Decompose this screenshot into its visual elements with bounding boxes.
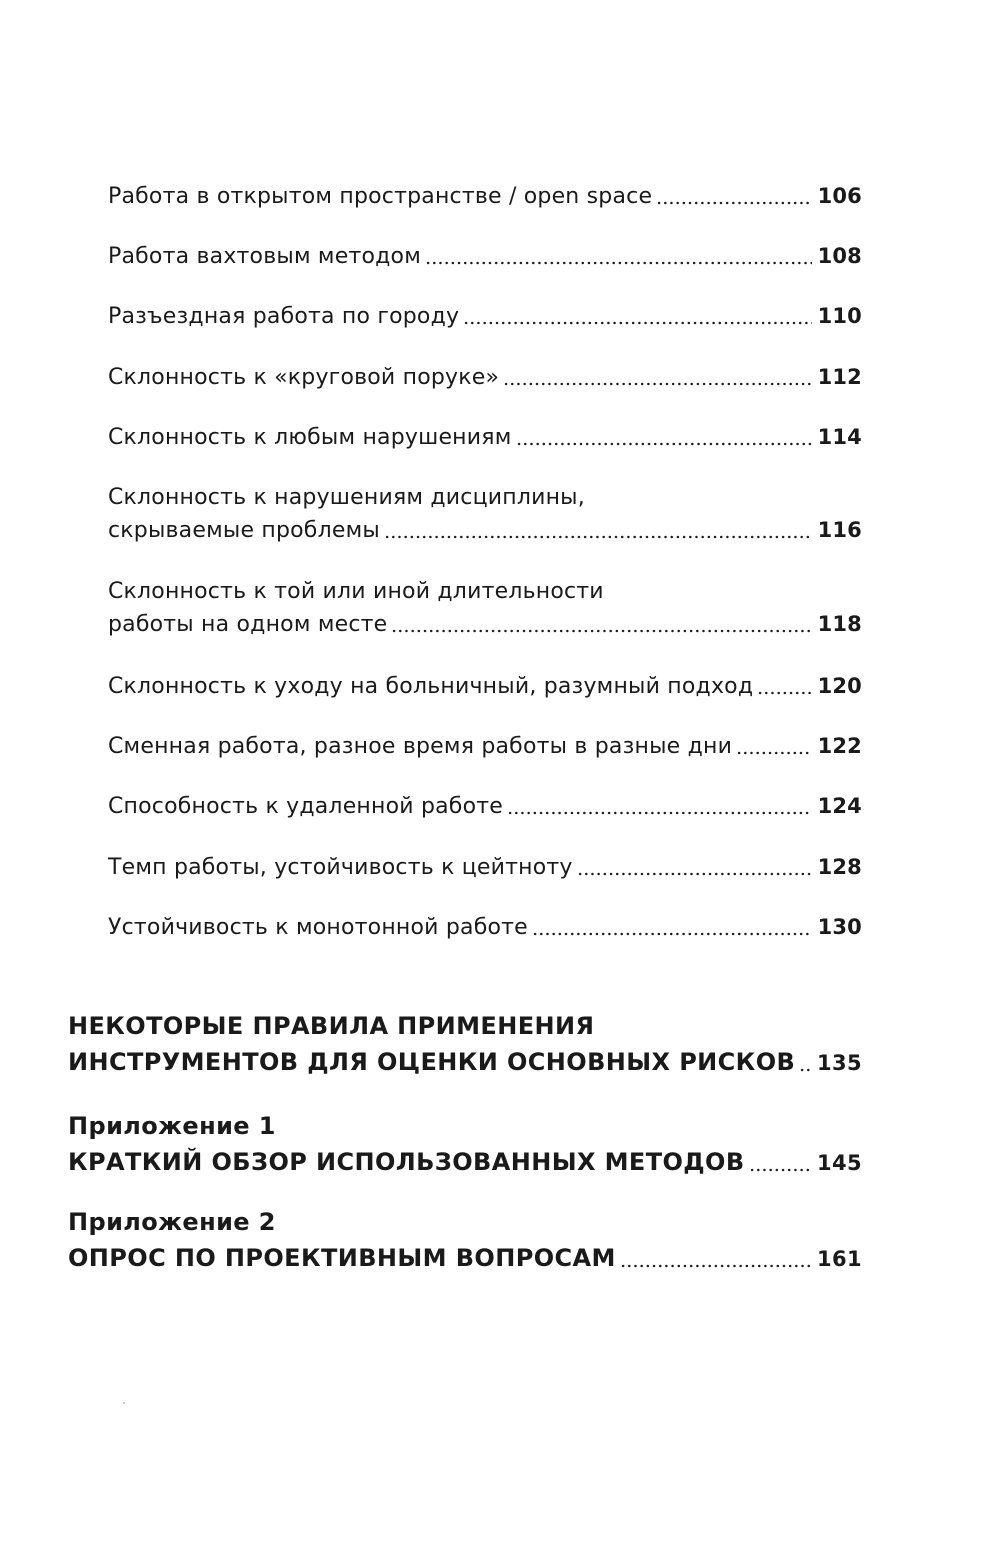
toc-entry-title: Склонность к нарушениям дисциплины,	[108, 485, 585, 510]
toc-main-title: ОПРОС ПО ПРОЕКТИВНЫМ ВОПРОСАМ	[68, 1244, 616, 1272]
toc-entry-title: Склонность к уходу на больничный, разумный подход	[108, 674, 754, 699]
toc-entry[interactable]	[108, 851, 862, 884]
toc-entry[interactable]	[108, 180, 862, 213]
toc-page-number: 120	[817, 674, 862, 698]
toc-entry-line	[108, 482, 862, 514]
toc-entry-line	[108, 608, 862, 641]
toc-entry[interactable]	[108, 911, 862, 944]
toc-entry-line	[68, 1204, 862, 1240]
toc-main-title: КРАТКИЙ ОБЗОР ИСПОЛЬЗОВАННЫХ МЕТОДОВ	[68, 1148, 745, 1176]
dot-leader	[736, 734, 811, 756]
toc-main-entry[interactable]	[68, 1108, 862, 1181]
toc-entry-line	[108, 240, 862, 273]
dot-leader	[757, 674, 811, 696]
toc-page-number: 130	[817, 915, 862, 939]
toc-entry[interactable]	[108, 482, 862, 547]
toc-entry-line	[108, 514, 862, 547]
toc-entry-line	[68, 1008, 862, 1044]
toc-entry-line	[108, 576, 862, 608]
toc-page-number: 116	[817, 518, 862, 542]
dot-leader	[463, 304, 811, 326]
toc-entry-line	[108, 300, 862, 333]
appendix-label: Приложение 1	[68, 1112, 276, 1140]
toc-page-number: 114	[817, 425, 862, 449]
toc-entry[interactable]	[108, 670, 862, 703]
scan-speck	[123, 1402, 125, 1404]
toc-entry-line	[68, 1108, 862, 1144]
dot-leader	[391, 612, 811, 634]
toc-page-number: 112	[817, 365, 862, 389]
toc-main-entry[interactable]	[68, 1008, 862, 1081]
toc-entry-line	[108, 730, 862, 763]
toc-entry-line	[68, 1144, 862, 1181]
toc-entry-line	[108, 421, 862, 454]
toc-entry-title: Склонность к «круговой поруке»	[108, 365, 500, 390]
toc-page-number: 145	[816, 1151, 862, 1175]
dot-leader	[799, 1051, 811, 1073]
toc-entry-line	[108, 851, 862, 884]
toc-main-entry[interactable]	[68, 1204, 862, 1277]
appendix-label: Приложение 2	[68, 1208, 276, 1236]
toc-entry[interactable]	[108, 790, 862, 823]
toc-entry[interactable]	[108, 730, 862, 763]
toc-page-number: 108	[817, 244, 862, 268]
toc-entry-line	[68, 1044, 862, 1081]
toc-entry[interactable]	[108, 421, 862, 454]
toc-entry-title-continued: скрываемые проблемы	[108, 518, 380, 543]
toc-page-number: 124	[817, 794, 862, 818]
dot-leader	[384, 518, 812, 540]
toc-entry-line	[108, 180, 862, 213]
dot-leader	[503, 365, 811, 387]
toc-entry-title: Склонность к той или иной длительности	[108, 579, 604, 604]
dot-leader	[620, 1247, 811, 1269]
toc-page-number: 128	[817, 855, 862, 879]
toc-entry-title: Темп работы, устойчивость к цейтноту	[108, 855, 573, 880]
toc-page-number: 118	[817, 612, 862, 636]
toc-entry-line	[108, 911, 862, 944]
dot-leader	[516, 425, 812, 447]
dot-leader	[507, 794, 812, 816]
toc-entry-title-continued: работы на одном месте	[108, 612, 388, 637]
toc-main-title-continued: ИНСТРУМЕНТОВ ДЛЯ ОЦЕНКИ ОСНОВНЫХ РИСКОВ	[68, 1048, 796, 1076]
dot-leader	[656, 184, 811, 206]
toc-entry-title: Сменная работа, разное время работы в разные дни	[108, 734, 733, 759]
toc-entry-title: Работа в открытом пространстве / open space	[108, 184, 653, 209]
toc-entry[interactable]	[108, 300, 862, 333]
toc-entry-title: Устойчивость к монотонной работе	[108, 915, 528, 940]
toc-page-number: 135	[816, 1051, 862, 1075]
dot-leader	[749, 1151, 811, 1173]
toc-entry-line	[68, 1240, 862, 1277]
toc-entry[interactable]	[108, 361, 862, 394]
dot-leader	[425, 244, 812, 266]
toc-entry-line	[108, 670, 862, 703]
toc-entry-title: Разъездная работа по городу	[108, 304, 460, 329]
toc-page-number: 161	[816, 1247, 862, 1271]
dot-leader	[577, 855, 812, 877]
toc-entry-title: Способность к удаленной работе	[108, 794, 503, 819]
toc-page-number: 122	[817, 734, 862, 758]
toc-page-number: 110	[817, 304, 862, 328]
toc-page-number: 106	[817, 184, 862, 208]
toc-entry-line	[108, 790, 862, 823]
toc-main-title: НЕКОТОРЫЕ ПРАВИЛА ПРИМЕНЕНИЯ	[68, 1012, 595, 1040]
dot-leader	[532, 915, 812, 937]
toc-entry-title: Работа вахтовым методом	[108, 244, 422, 269]
toc-entry-line	[108, 361, 862, 394]
toc-entry-title: Склонность к любым нарушениям	[108, 425, 512, 450]
toc-entry[interactable]	[108, 240, 862, 273]
toc-entry[interactable]	[108, 576, 862, 641]
